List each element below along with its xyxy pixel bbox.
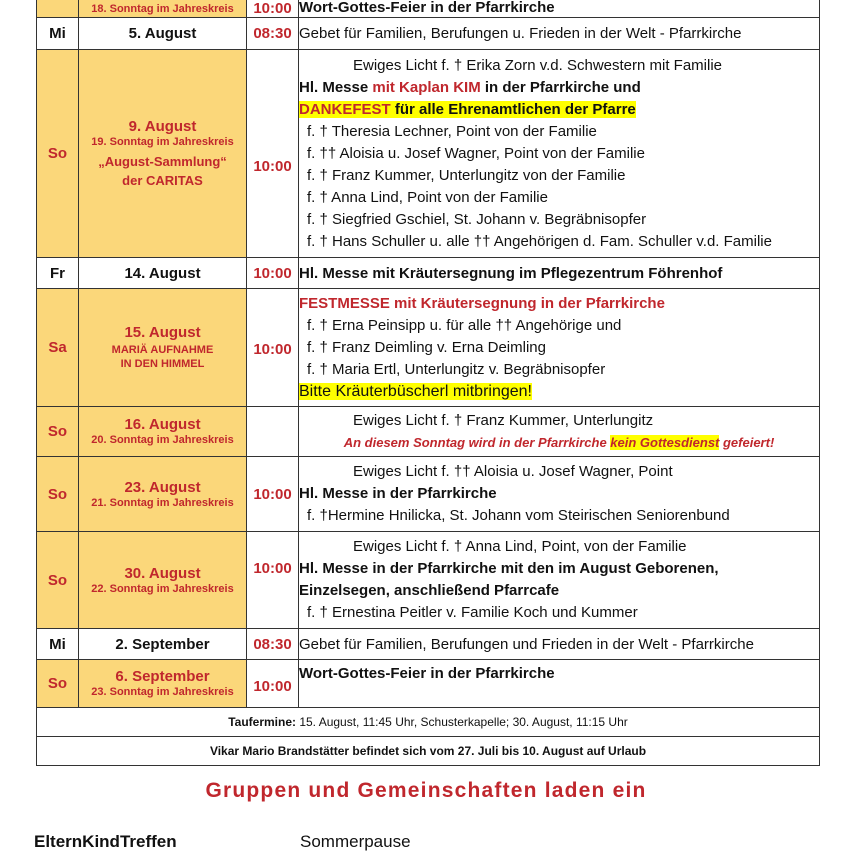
- time-text: 10:00: [253, 158, 292, 175]
- event-text: Wort-Gottes-Feier in der Pfarrkirche: [299, 665, 555, 682]
- table-row: [37, 407, 820, 457]
- time-cell: [247, 50, 299, 258]
- date-extra: „August-Sammlung“: [98, 153, 227, 169]
- time-cell: 10:00: [247, 532, 299, 629]
- date-sub: 22. Sonntag im Jahreskreis: [91, 582, 234, 595]
- event-desc: [299, 457, 820, 532]
- date-sub: 21. Sonntag im Jahreskreis: [91, 496, 234, 509]
- warning-text: gefeiert!: [719, 434, 775, 450]
- eternal-light: Ewiges Licht f. †† Aloisia u. Josef Wagner, Point: [353, 463, 673, 480]
- date-cell: [79, 50, 247, 258]
- event-desc: [299, 0, 820, 18]
- event-text: Wort-Gottes-Feier in der Pfarrkirche: [299, 0, 555, 16]
- table-row: [37, 258, 820, 289]
- table-row: [37, 457, 820, 532]
- event-desc: Gebet für Familien, Berufungen und Frieden in der Welt - Pfarrkirche: [299, 629, 820, 660]
- date-main: 15. August: [124, 324, 201, 341]
- day-cell: Mi: [37, 629, 79, 660]
- date-cell: 2. September: [79, 629, 247, 660]
- fest-highlight: DANKEFEST: [299, 100, 391, 118]
- date-cell: [79, 532, 247, 629]
- time-cell: 08:30: [247, 629, 299, 660]
- day-cell: So: [37, 407, 79, 457]
- date-sub: 18. Sonntag im Jahreskreis: [91, 3, 234, 15]
- day-cell: Sa: [37, 289, 79, 407]
- mass-priest: mit Kaplan KIM: [372, 78, 481, 96]
- time-cell: 10:00: [247, 457, 299, 532]
- group-name: ElternKindTreffen: [34, 832, 177, 851]
- time-cell: 10:00: [247, 0, 299, 18]
- intention: f. † Ernestina Peitler v. Familie Koch und Kummer: [307, 604, 638, 621]
- vacation-note: Vikar Mario Brandstätter befindet sich vom 27. Juli bis 10. August auf Urlaub: [37, 737, 820, 766]
- date-sub: 19. Sonntag im Jahreskreis: [91, 135, 234, 148]
- table-row: [37, 50, 820, 258]
- date-main: 9. August: [128, 117, 197, 135]
- eternal-light: Ewiges Licht f. † Erika Zorn v.d. Schwestern mit Familie: [353, 56, 723, 74]
- eternal-light: Ewiges Licht f. † Anna Lind, Point, von der Familie: [353, 538, 687, 555]
- time-text: 10:00: [253, 677, 292, 695]
- date-cell: [79, 457, 247, 532]
- intention: f. † Franz Deimling v. Erna Deimling: [307, 338, 546, 356]
- date-cell: 14. August: [79, 258, 247, 289]
- time-text: 10:00: [253, 341, 292, 358]
- time-cell: [247, 660, 299, 708]
- mass-line: [299, 77, 819, 99]
- event-desc: [299, 532, 820, 629]
- date-main: 6. September: [115, 668, 210, 685]
- table-row: [37, 0, 820, 18]
- day-cell: Mi: [37, 18, 79, 50]
- time-cell: 08:30: [247, 18, 299, 50]
- date-cell: [79, 289, 247, 407]
- eternal-light: Ewiges Licht f. † Franz Kummer, Unterlungitz: [353, 411, 654, 429]
- date-cell: [79, 407, 247, 457]
- event-title: FESTMESSE mit Kräutersegnung in der Pfarrkirche: [299, 294, 665, 312]
- time-cell: [247, 289, 299, 407]
- warning-line: [299, 432, 819, 454]
- intention: f. † Siegfried Gschiel, St. Johann v. Begräbnisopfer: [307, 210, 647, 228]
- event-desc: Gebet für Familien, Berufungen u. Frieden in der Welt - Pfarrkirche: [299, 18, 820, 50]
- event-desc: Hl. Messe mit Kräutersegnung im Pflegezentrum Föhrenhof: [299, 258, 820, 289]
- intention: f. † Anna Lind, Point von der Familie: [307, 188, 548, 206]
- date-cell: 5. August: [79, 18, 247, 50]
- day-cell: So: [37, 532, 79, 629]
- intention: f. † Hans Schuller u. alle †† Angehörigen d. Fam. Schuller v.d. Familie: [307, 232, 772, 250]
- table-row: [37, 289, 820, 407]
- intention: f. † Franz Kummer, Unterlungitz von der Familie: [307, 166, 626, 184]
- time-cell: 10:00: [247, 258, 299, 289]
- group-status: Sommerpause: [300, 832, 411, 851]
- day-cell: So: [37, 50, 79, 258]
- date-main: 30. August: [124, 564, 201, 582]
- date-sub: 23. Sonntag im Jahreskreis: [91, 686, 234, 698]
- event-desc: [299, 50, 820, 258]
- section-heading: Gruppen und Gemeinschaften laden ein: [205, 779, 647, 802]
- day-cell: Fr: [37, 258, 79, 289]
- event-desc: [299, 289, 820, 407]
- table-row: [37, 737, 820, 766]
- bring-note-line: [299, 381, 819, 403]
- date-main: 16. August: [124, 416, 201, 433]
- bring-note: Bitte Kräuterbüscherl mitbringen!: [299, 382, 532, 400]
- baptism-note: [37, 708, 820, 737]
- date-sub: IN DEN HIMMEL: [120, 358, 205, 370]
- table-row: [37, 532, 820, 629]
- baptism-text: 15. August, 11:45 Uhr, Schusterkapelle; 30. August, 11:15 Uhr: [296, 715, 628, 729]
- mass-text: in der Pfarrkirche und: [480, 78, 641, 96]
- day-cell: [37, 0, 79, 18]
- event-title: Hl. Messe in der Pfarrkirche: [299, 485, 497, 502]
- date-cell: [79, 0, 247, 18]
- event-title: Einzelsegen, anschließend Pfarrcafe: [299, 582, 560, 599]
- table-row: [37, 708, 820, 737]
- intention: f. †Hermine Hnilicka, St. Johann vom Steirischen Seniorenbund: [307, 507, 730, 524]
- event-desc: [299, 407, 820, 457]
- warning-text: An diesem Sonntag wird in der Pfarrkirche: [343, 434, 611, 450]
- intention: f. † Erna Peinsipp u. für alle †† Angehörige und: [307, 316, 622, 334]
- mass-text: Hl. Messe: [299, 78, 373, 96]
- intention: f. † Maria Ertl, Unterlungitz v. Begräbnisopfer: [307, 360, 606, 378]
- event-title: Hl. Messe in der Pfarrkirche mit den im August Geborenen,: [299, 560, 719, 577]
- fest-text: für alle Ehrenamtlichen der Pfarre: [390, 100, 636, 118]
- intention: f. †† Aloisia u. Josef Wagner, Point von der Familie: [307, 144, 645, 162]
- table-row: [37, 660, 820, 708]
- date-extra: der CARITAS: [122, 172, 203, 188]
- time-cell: [247, 407, 299, 457]
- fest-line: [299, 99, 819, 121]
- date-cell: [79, 660, 247, 708]
- date-sub: MARIÄ AUFNAHME: [111, 344, 214, 356]
- table-row: [37, 629, 820, 660]
- day-cell: So: [37, 457, 79, 532]
- table-row: [37, 18, 820, 50]
- event-desc: [299, 660, 820, 708]
- date-sub: 20. Sonntag im Jahreskreis: [91, 434, 234, 446]
- baptism-label: Taufermine:: [228, 715, 296, 729]
- warning-highlight: kein Gottesdienst: [610, 434, 720, 450]
- day-cell: So: [37, 660, 79, 708]
- schedule-table: [36, 0, 820, 766]
- date-main: 23. August: [124, 478, 201, 496]
- intention: f. † Theresia Lechner, Point von der Familie: [307, 122, 597, 140]
